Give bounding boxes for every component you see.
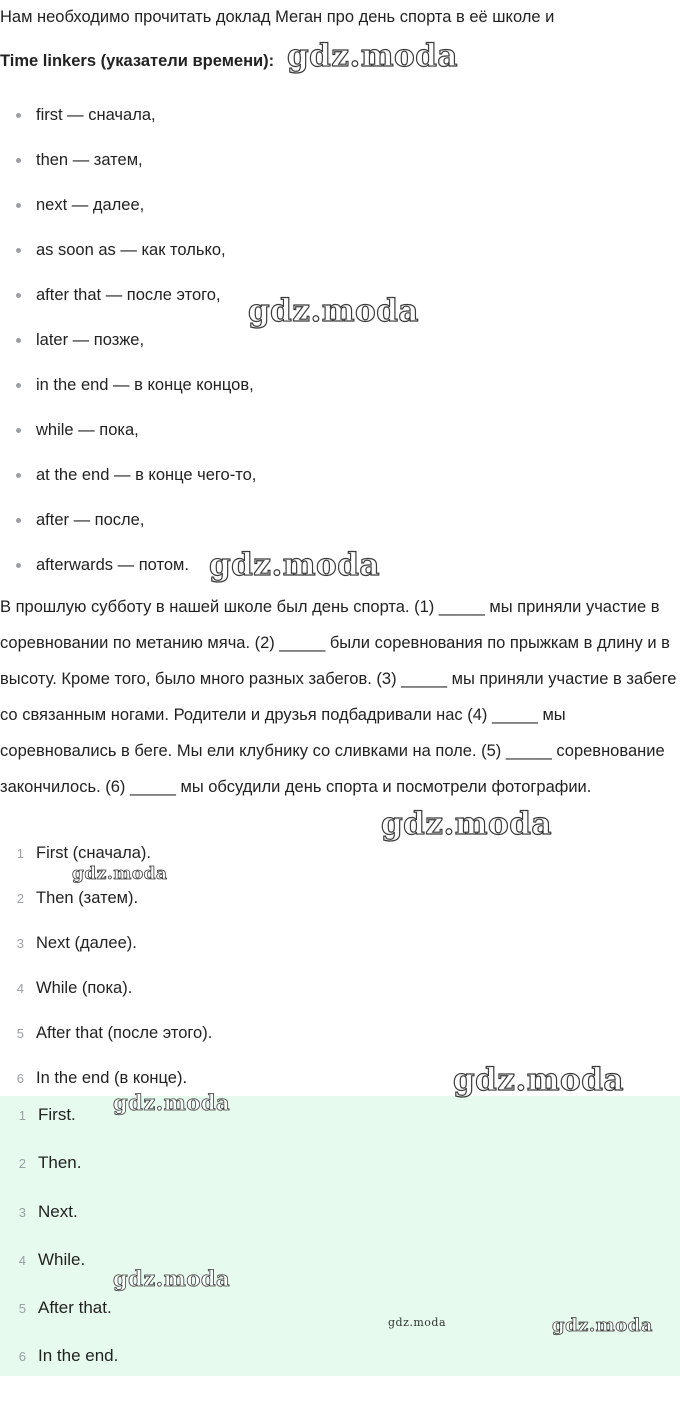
- solution-text: In the end.: [38, 1346, 119, 1366]
- watermark-logo: gdz.moda: [113, 1090, 231, 1115]
- bullet-icon: [16, 158, 21, 163]
- item-number: 2: [18, 1156, 26, 1172]
- list-item-text: later — позже,: [36, 331, 145, 349]
- bullet-icon: [16, 383, 21, 388]
- watermark-logo: gdz.moda: [453, 1062, 624, 1098]
- item-number: 1: [18, 1108, 26, 1123]
- solution-item: [0, 1295, 118, 1343]
- item-number: 6: [16, 1071, 24, 1086]
- solution-item: [0, 1150, 118, 1198]
- solution-item: [0, 1199, 118, 1247]
- watermark-logo: gdz.moda: [388, 1316, 447, 1329]
- answer-item: [0, 1020, 212, 1065]
- answers-list: [0, 840, 212, 1110]
- list-item: [0, 508, 256, 553]
- list-item: [0, 193, 256, 238]
- list-item-text: first — сначала,: [36, 106, 156, 124]
- answer-text: First (сначала).: [36, 844, 151, 862]
- solution-panel: [0, 1096, 680, 1376]
- solution-text: Next.: [38, 1201, 78, 1221]
- list-item: [0, 283, 256, 328]
- list-item: [0, 328, 256, 373]
- list-item-text: next — далее,: [36, 196, 145, 214]
- watermark-logo: gdz.moda: [248, 293, 419, 329]
- list-item: [0, 373, 256, 418]
- list-item: [0, 103, 256, 148]
- item-number: 4: [18, 1252, 26, 1268]
- answer-item: [0, 840, 212, 885]
- bullet-icon: [16, 203, 21, 208]
- list-item-text: after — после,: [36, 511, 145, 529]
- solution-text: Then.: [38, 1153, 82, 1173]
- watermark-logo: gdz.moda: [287, 38, 458, 74]
- bullet-icon: [16, 428, 21, 433]
- task-text: В прошлую субботу в нашей школе был день спорта. (1) _____ мы приняли участие в соревновании по метанию мяча. (2) _____ были соревнования по прыжкам в длину и в высоту. Кроме того, было много разных забегов. (3) _____ мы приняли участие в забеге со связанным ногами. Родители и друзья подбадривали нас (4) _____ мы соревновались в беге. Мы ели клубнику со сливками на поле. (5) _____ соревнование закончилось. (6) _____ мы обсудили день спорта и посмотрели фотографии.: [0, 598, 677, 796]
- list-item-text: afterwards — потом.: [36, 556, 189, 574]
- answer-text: Then (затем).: [36, 889, 139, 907]
- item-number: 3: [16, 936, 24, 951]
- solution-item: [0, 1247, 118, 1295]
- list-item-text: while — пока,: [36, 421, 139, 439]
- list-item: [0, 238, 256, 283]
- list-item: [0, 418, 256, 463]
- bullet-icon: [16, 293, 21, 298]
- item-number: 2: [16, 891, 24, 906]
- item-number: 5: [18, 1301, 26, 1317]
- solution-text: While.: [38, 1249, 86, 1269]
- solution-text: First.: [38, 1105, 76, 1124]
- list-item-text: after that — после этого,: [36, 286, 221, 304]
- item-number: 4: [16, 981, 24, 996]
- bullet-icon: [16, 338, 21, 343]
- time-linkers-list: [0, 103, 256, 598]
- bullet-icon: [16, 563, 21, 568]
- answer-item: [0, 930, 212, 975]
- item-number: 1: [16, 846, 24, 861]
- item-number: 5: [16, 1026, 24, 1041]
- bullet-icon: [16, 518, 21, 523]
- answer-text: In the end (в конце).: [36, 1069, 188, 1087]
- solution-list: [0, 1102, 118, 1392]
- watermark-logo: gdz.moda: [209, 547, 380, 583]
- list-item-text: in the end — в конце концов,: [36, 376, 254, 394]
- list-item: [0, 463, 256, 508]
- watermark-logo: gdz.moda: [552, 1315, 653, 1336]
- watermark-logo: gdz.moda: [72, 864, 168, 884]
- bullet-icon: [16, 248, 21, 253]
- intro-text: Нам необходимо прочитать доклад Меган про день спорта в её школе и: [0, 8, 555, 26]
- time-linkers-heading: Time linkers (указатели времени):: [0, 52, 275, 70]
- solution-item: [0, 1343, 118, 1391]
- list-item-text: at the end — в конце чего-то,: [36, 466, 257, 484]
- answer-item: [0, 885, 212, 930]
- bullet-icon: [16, 473, 21, 478]
- answer-text: While (пока).: [36, 979, 133, 997]
- item-number: 6: [18, 1349, 26, 1365]
- watermark-logo: gdz.moda: [113, 1266, 231, 1291]
- list-item-text: as soon as — как только,: [36, 241, 226, 259]
- item-number: 3: [18, 1204, 26, 1220]
- answer-item: [0, 975, 212, 1020]
- answer-text: After that (после этого).: [36, 1024, 213, 1042]
- bullet-icon: [16, 113, 21, 118]
- watermark-logo: gdz.moda: [381, 806, 552, 842]
- answer-text: Next (далее).: [36, 934, 137, 952]
- list-item: [0, 148, 256, 193]
- solution-item: [0, 1102, 118, 1150]
- solution-text: After that.: [38, 1298, 112, 1318]
- list-item-text: then — затем,: [36, 151, 143, 169]
